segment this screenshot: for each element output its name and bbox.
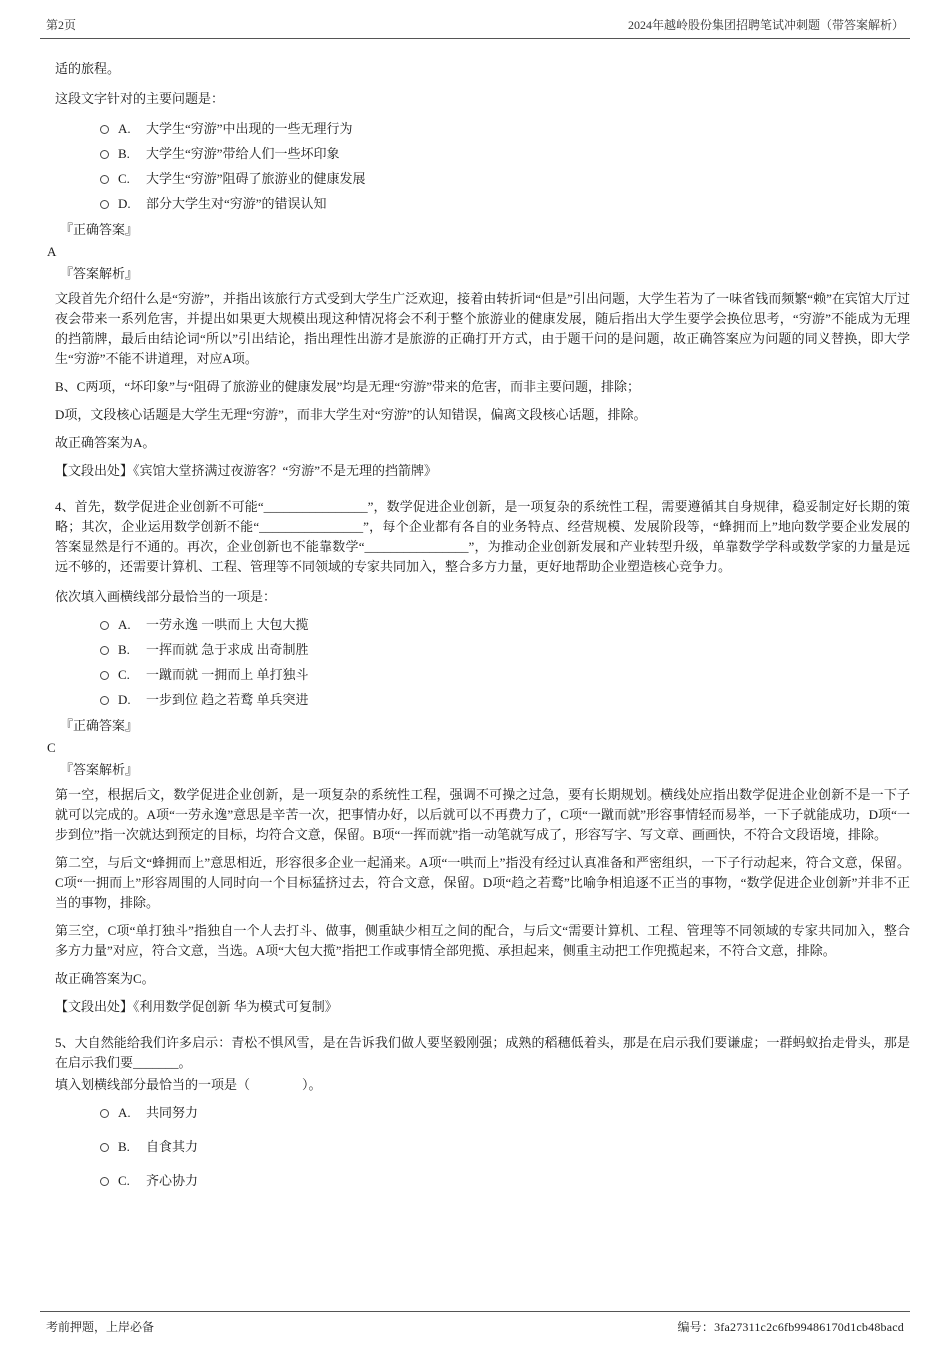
option-text: 大学生“穷游”阻碍了旅游业的健康发展 — [146, 171, 366, 186]
option-text: 部分大学生对“穷游”的错误认知 — [146, 196, 327, 211]
option-a[interactable] — [100, 119, 910, 139]
source-reference: 【文段出处】《宾馆大堂挤满过夜游客？“穷游”不是无理的挡箭牌》 — [55, 463, 438, 478]
analysis-paragraph: 第三空，C项“单打独斗”指独自一个人去打斗、做事，侧重缺少相互之间的配合，与后文“需要计算机、工程、管理等不同领域的专家共同加入，整合多方力量”对应，符合文意，当选。A项“大包大揽”指把工作或事情全部兜揽、承担起来，侧重主动把工作兜揽起来，不符合文意，排除。 — [55, 923, 910, 958]
option-b[interactable] — [100, 144, 910, 164]
option-c[interactable] — [100, 1171, 910, 1191]
analysis-paragraph: D项，文段核心话题是大学生无理“穷游”，而非大学生对“穷游”的认知错误，偏离文段核心话题，排除。 — [55, 407, 647, 422]
option-text: 大学生“穷游”中出现的一些无理行为 — [146, 121, 353, 136]
analysis-paragraph: 第一空，根据后文，数学促进企业创新，是一项复杂的系统性工程，强调不可操之过急，要有长期规划。横线处应指出数学促进企业创新不是一下子就可以完成的。A项“一劳永逸”意思是辛苦一次，把事情办好，以后就可以不再费力了，C项“一蹴而就”形容事情轻而易举，一下子就能成功，D项“一步到位”指一次就达到预定的目标，均符合文意，保留。B项“一挥而就”指一动笔就写成了，形容写字、写文章、画画快，不符合文段语境，排除。 — [55, 787, 910, 842]
option-label: C. — [118, 667, 130, 682]
question-5-section — [55, 1033, 910, 1191]
option-a[interactable] — [100, 1103, 910, 1123]
document-title: 2024年越岭股份集团招聘笔试冲刺题（带答案解析） — [627, 18, 904, 32]
option-d[interactable] — [100, 194, 910, 214]
option-text: 一挥而就 急于求成 出奇制胜 — [146, 642, 309, 657]
radio-button-icon[interactable] — [100, 125, 109, 134]
radio-button-icon[interactable] — [100, 175, 109, 184]
radio-button-icon[interactable] — [100, 671, 109, 680]
option-label: B. — [118, 1139, 130, 1154]
correct-answer-value: C — [47, 740, 56, 755]
radio-button-icon[interactable] — [100, 1109, 109, 1118]
radio-button-icon[interactable] — [100, 1143, 109, 1152]
correct-answer-heading: 『正确答案』 — [60, 222, 139, 237]
question-5-stem: 5、大自然能给我们许多启示：青松不惧风雪，是在告诉我们做人要坚毅刚强；成熟的稻穗低着头，那是在启示我们要谦虚；一群蚂蚁抬走骨头，那是在启示我们要_______。 — [55, 1035, 910, 1070]
option-b[interactable] — [100, 640, 910, 660]
question-4-options — [55, 615, 910, 710]
page-header — [40, 12, 910, 39]
radio-button-icon[interactable] — [100, 1177, 109, 1186]
question-3-section — [47, 59, 910, 481]
option-text: 自食其力 — [146, 1139, 199, 1154]
radio-button-icon[interactable] — [100, 200, 109, 209]
analysis-conclusion: 故正确答案为A。 — [55, 435, 156, 450]
radio-button-icon[interactable] — [100, 696, 109, 705]
radio-button-icon[interactable] — [100, 150, 109, 159]
question-4-prompt: 依次填入画横线部分最恰当的一项是： — [55, 589, 277, 604]
option-label: A. — [118, 1105, 131, 1120]
footer-slogan: 考前押题，上岸必备 — [46, 1320, 155, 1334]
option-label: D. — [118, 196, 131, 211]
option-a[interactable] — [100, 615, 910, 635]
option-label: C. — [118, 171, 130, 186]
correct-answer-value: A — [47, 244, 57, 259]
source-reference: 【文段出处】《利用数学促创新 华为模式可复制》 — [55, 999, 338, 1014]
option-c[interactable] — [100, 665, 910, 685]
analysis-paragraph: 文段首先介绍什么是“穷游”，并指出该旅行方式受到大学生广泛欢迎，接着由转折词“但是”引出问题，大学生若为了一味省钱而频繁“赖”在宾馆大厅过夜会带来一系列危害，并提出如果更大规模出现这种情况将会不利于整个旅游业的健康发展，随后指出大学生要学会换位思考，“穷游”不能成为无理的挡箭牌，最后由结论词“所以”引出结论，指出理性出游才是旅游的正确打开方式，由于题干问的是问题，故正确答案应为问题的同义替换，即大学生“穷游”不能不讲道理，对应A项。 — [55, 291, 910, 366]
analysis-paragraph: 第二空，与后文“蜂拥而上”意思相近，形容很多企业一起涌来。A项“一哄而上”指没有经过认真准备和严密组织，一下子行动起来，符合文意，保留。C项“一拥而上”形容周围的人同时向一个目标猛挤过去，符合文意，保留。D项“趋之若鹜”比喻争相追逐不正当的事物，“数学促进企业创新”并非不正当的事物，排除。 — [55, 855, 910, 910]
option-text: 大学生“穷游”带给人们一些坏印象 — [146, 146, 340, 161]
correct-answer-heading: 『正确答案』 — [60, 718, 139, 733]
option-b[interactable] — [100, 1137, 910, 1157]
question-4-stem: 4、首先，数学促进企业创新不可能“________________”，数学促进企业创新，是一项复杂的系统性工程，需要遵循其自身规律，稳妥制定好长期的策略；其次，企业运用数学创新不能“________________”，每个企业都有各自的业务特点、经营规模、发展阶段等，“蜂拥而上”地向数学要企业发展的答案显然是行不通的。再次，企业创新也不能靠数学“________________”，为推动企业创新发展和产业转型升级，单靠数学学科或数学家的力量是远远不够的，还需要计算机、工程、管理等不同领域的专家共同加入，整合多方力量，更好地帮助企业塑造核心竞争力。 — [55, 499, 910, 574]
carryover-text: 适的旅程。 — [55, 61, 121, 76]
page-number: 第2页 — [46, 18, 77, 32]
page-content — [40, 39, 910, 1191]
option-text: 一劳永逸 一哄而上 大包大揽 — [146, 617, 309, 632]
option-label: A. — [118, 617, 131, 632]
analysis-conclusion: 故正确答案为C。 — [55, 971, 155, 986]
option-c[interactable] — [100, 169, 910, 189]
question-3-stem: 这段文字针对的主要问题是： — [55, 91, 225, 106]
analysis-heading: 『答案解析』 — [60, 266, 139, 281]
analysis-heading: 『答案解析』 — [60, 762, 139, 777]
option-label: A. — [118, 121, 131, 136]
option-label: B. — [118, 642, 130, 657]
radio-button-icon[interactable] — [100, 646, 109, 655]
question-3-options — [55, 119, 910, 214]
question-5-prompt: 填入划横线部分最恰当的一项是（ ）。 — [55, 1077, 322, 1092]
option-label: B. — [118, 146, 130, 161]
option-text: 一步到位 趋之若鹜 单兵突进 — [146, 692, 309, 707]
question-5-options — [55, 1103, 910, 1191]
option-text: 共同努力 — [146, 1105, 199, 1120]
radio-button-icon[interactable] — [100, 621, 109, 630]
option-d[interactable] — [100, 690, 910, 710]
analysis-paragraph: B、C两项，“坏印象”与“阻碍了旅游业的健康发展”均是无理“穷游”带来的危害，而非主要问题，排除； — [55, 379, 640, 394]
page-footer — [40, 1311, 910, 1335]
option-label: C. — [118, 1173, 130, 1188]
footer-serial-number: 编号：3fa27311c2c6fb99486170d1cb48bacd — [677, 1320, 904, 1334]
option-label: D. — [118, 692, 131, 707]
option-text: 齐心协力 — [146, 1173, 199, 1188]
option-text: 一蹴而就 一拥而上 单打独斗 — [146, 667, 309, 682]
question-4-section — [47, 497, 910, 1017]
